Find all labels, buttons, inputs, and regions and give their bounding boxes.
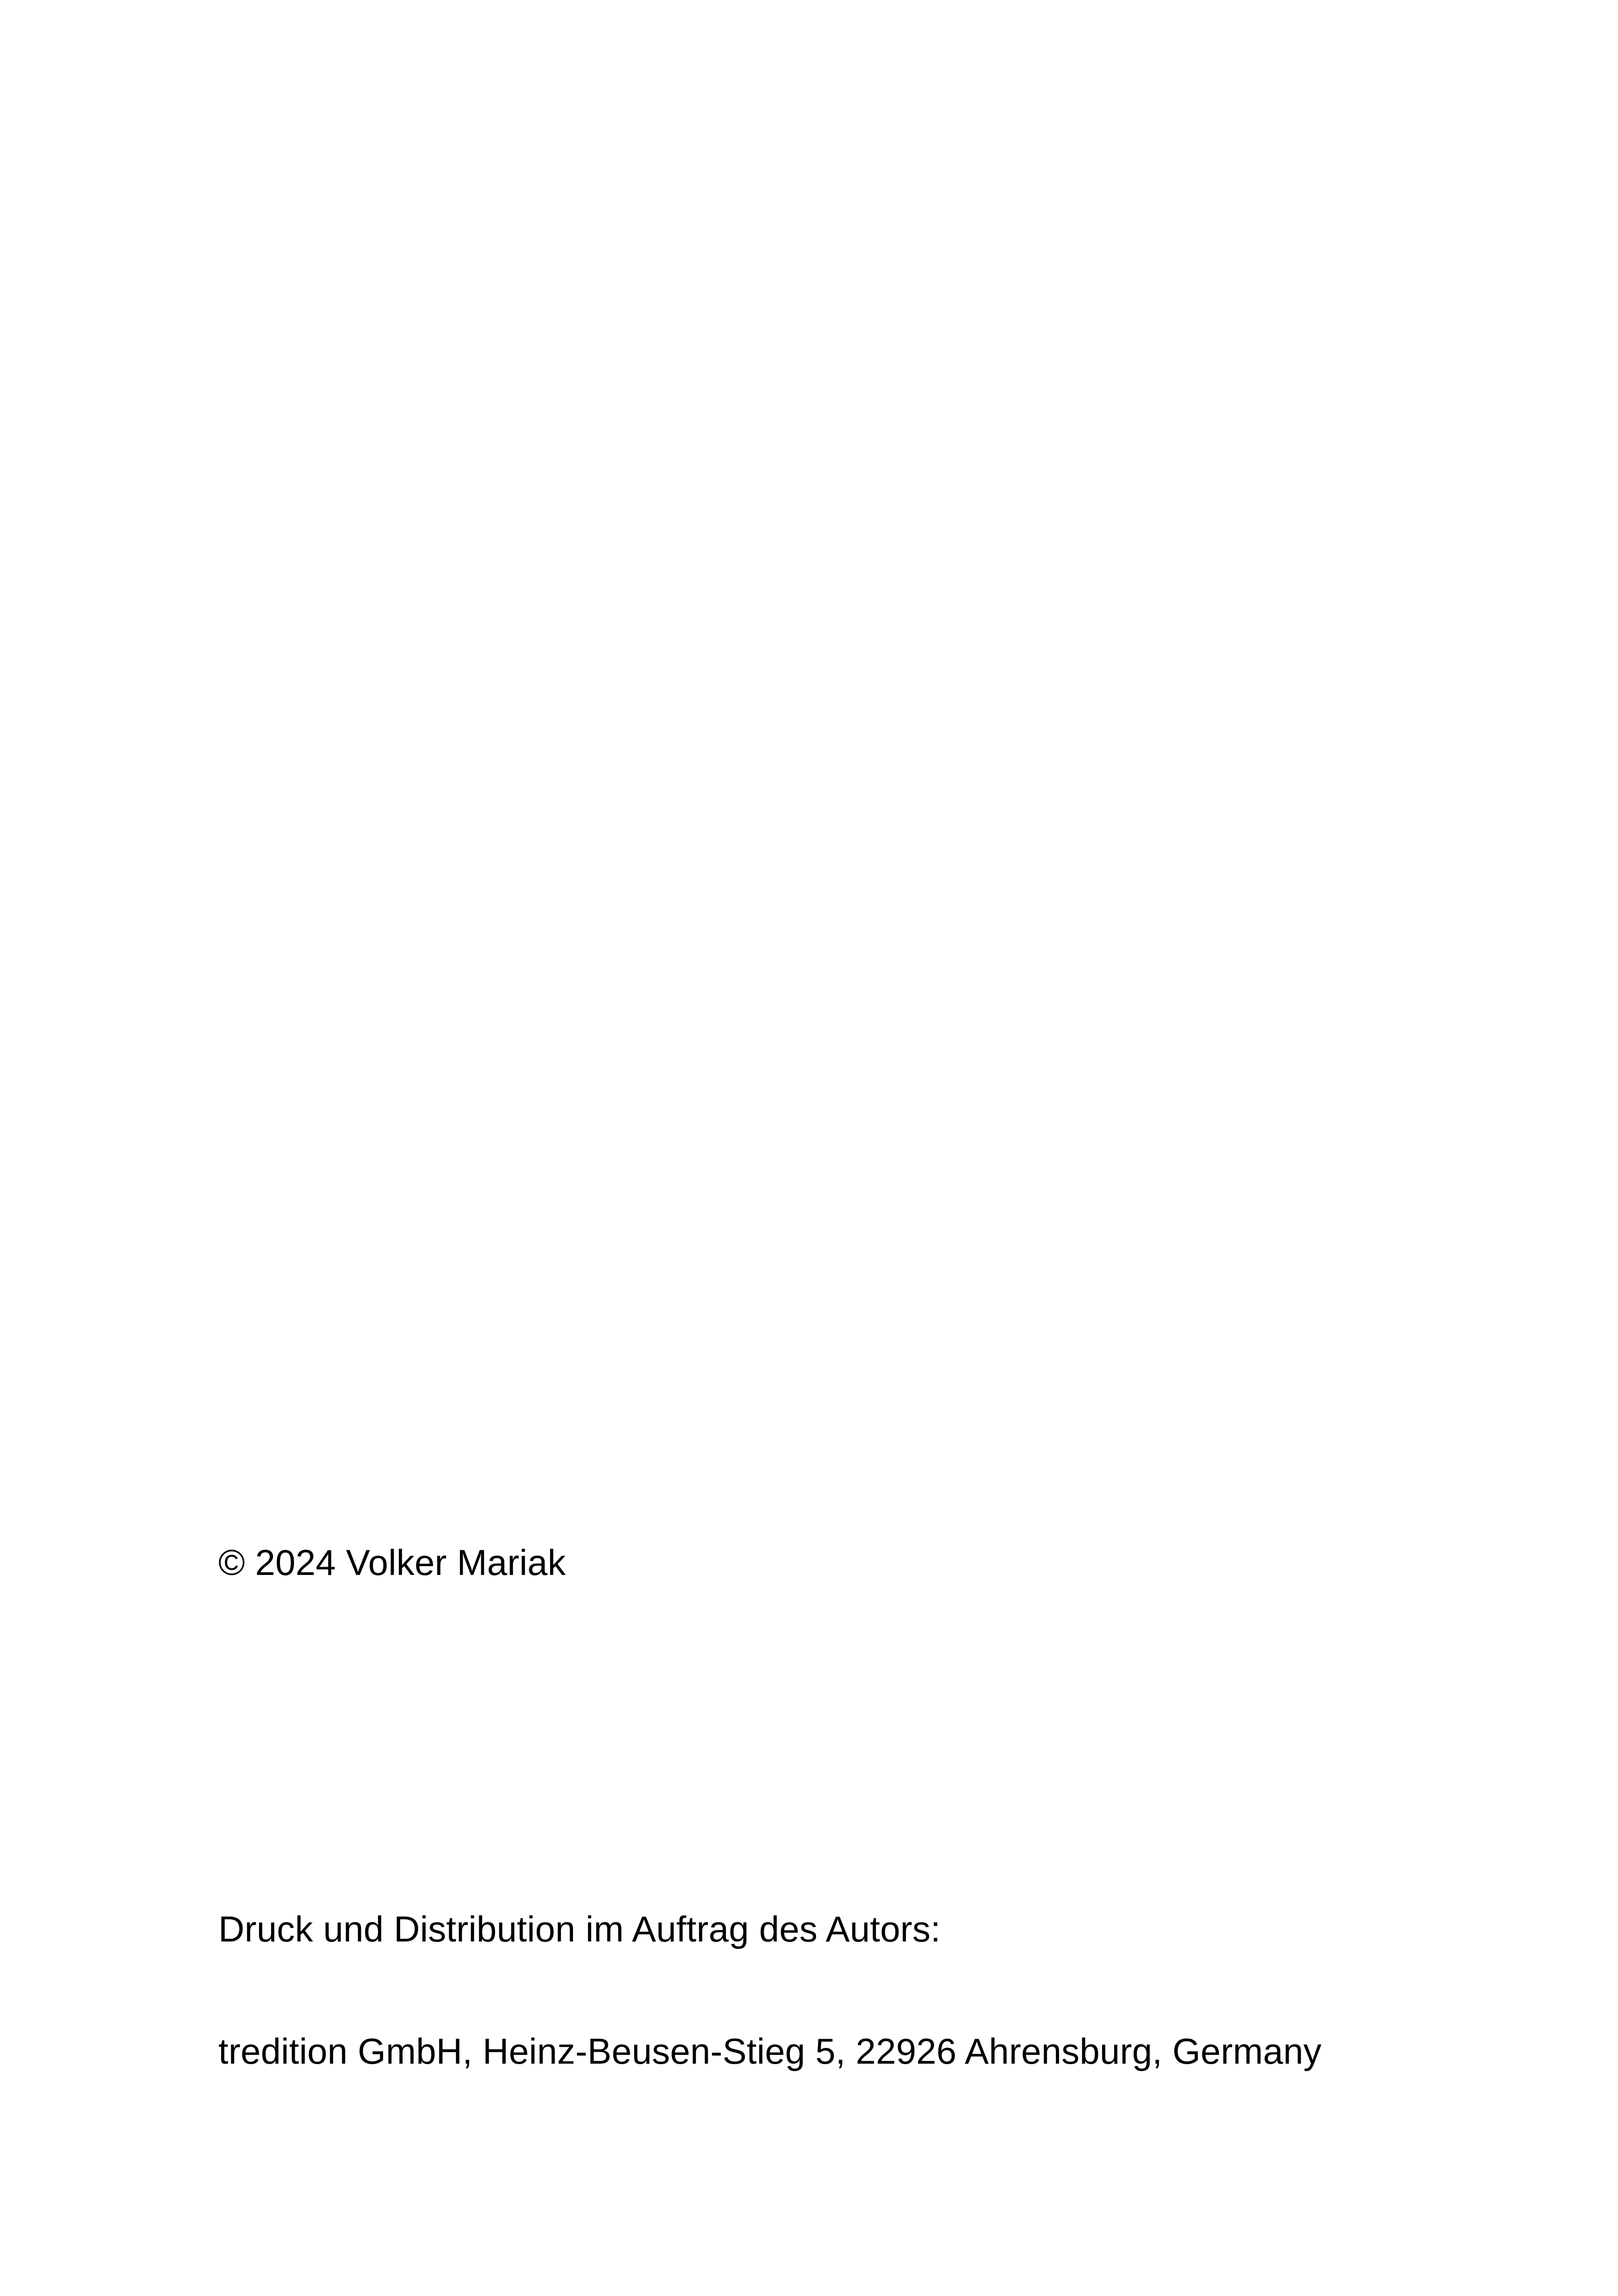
copyright-block bbox=[218, 1461, 1606, 1664]
distribution-block bbox=[218, 1827, 1606, 2153]
distribution-line-1: Druck und Distribution im Auftrag des Autors: bbox=[218, 1909, 941, 1949]
copyright-line: © 2024 Volker Mariak bbox=[218, 1542, 566, 1583]
imprint-text-block bbox=[218, 1338, 1606, 2296]
distribution-line-2: tredition GmbH, Heinz-Beusen-Stieg 5, 22926 Ahrensburg, Germany bbox=[218, 2031, 1322, 2072]
